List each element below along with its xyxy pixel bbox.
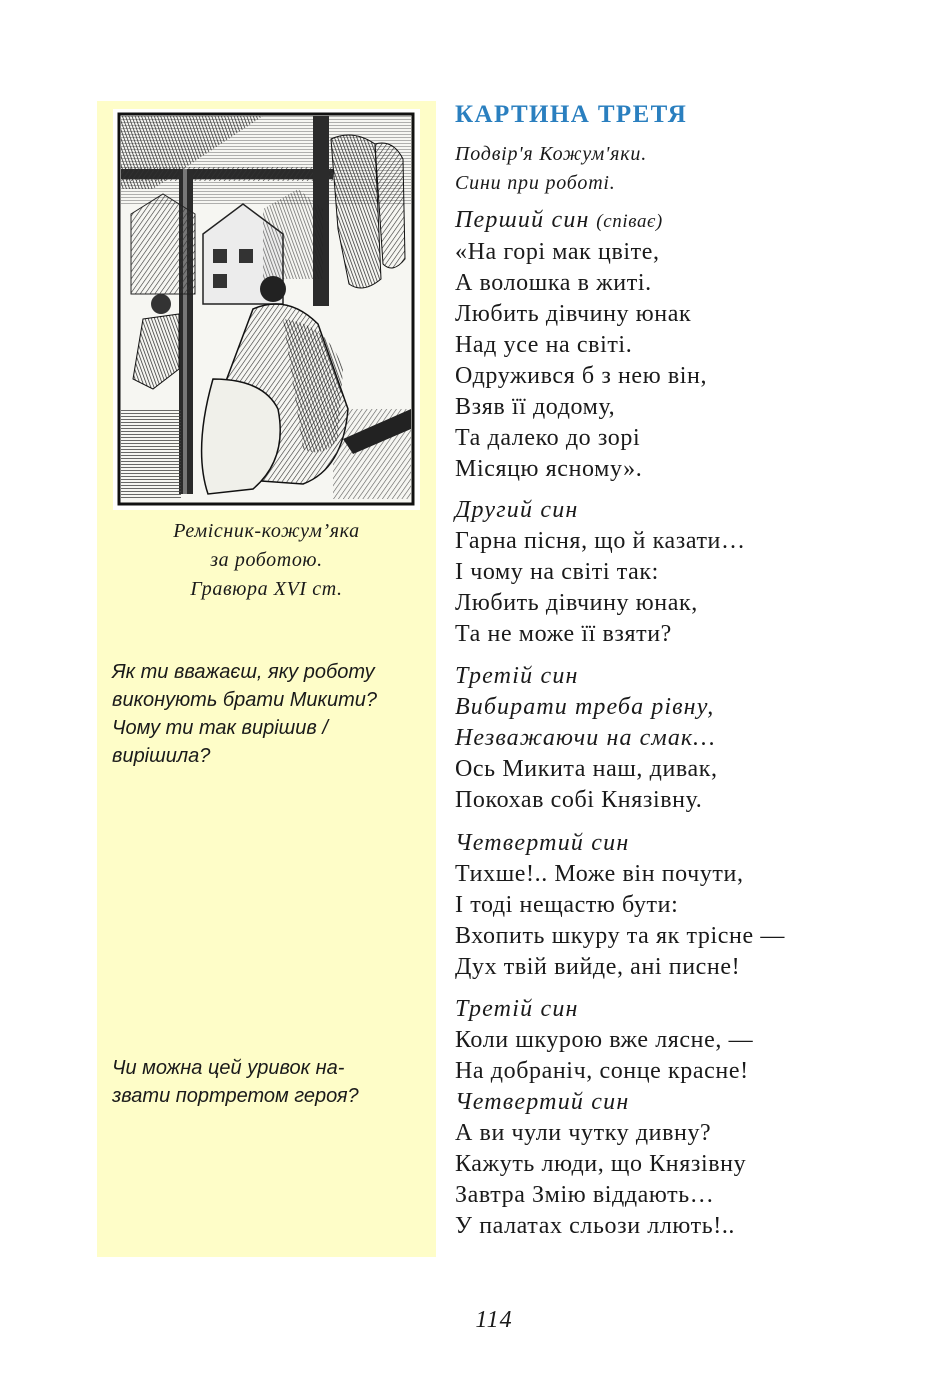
verse-line: Над усе на світі. (455, 332, 633, 358)
verse-line: І чому на світі так: (455, 559, 659, 585)
verse-line: Тихше!.. Може він почути, (455, 861, 744, 887)
verse-line: Місяцю ясному». (455, 456, 643, 482)
verse-line: Любить дівчину юнак (455, 301, 692, 327)
verse-line: На добраніч, сонце красне! (455, 1058, 749, 1084)
speaker-name: Четвертий син (455, 1089, 630, 1115)
verse-line: У палатах сльози ллють!.. (455, 1213, 736, 1239)
speech-block (455, 495, 895, 650)
verse-line: Гарна пісня, що й казати… (455, 528, 746, 554)
verse-line: Взяв її додому, (455, 394, 616, 420)
verse-line: Ось Микита наш, дивак, (455, 756, 718, 782)
verse-line: Одружився б з нею він, (455, 363, 708, 389)
question-line: вирішила? (112, 745, 211, 767)
verse-line: Коли шкурою вже лясне, — (455, 1027, 754, 1053)
verse-line: «На горі мак цвіте, (455, 239, 660, 265)
speech-block (455, 828, 895, 983)
page-number: 114 (475, 1307, 513, 1333)
scene-title: КАРТИНА ТРЕТЯ (455, 101, 688, 128)
engraving-illustration (113, 109, 420, 510)
verse-line: Дух твій вийде, ані писне! (455, 954, 741, 980)
verse-line: Кажуть люди, що Князівну (455, 1151, 747, 1177)
speaker-name: Четвертий син (455, 830, 630, 856)
question-line: звати портретом героя? (112, 1085, 359, 1107)
question-line: Чому ти так вирішив / (112, 717, 328, 739)
verse-line: Вхопить шкуру та як трісне — (455, 923, 785, 949)
speaker-note: (співає) (596, 211, 663, 232)
stage-direction-line: Сини при роботі. (455, 172, 616, 194)
question-line: виконують брати Микити? (112, 689, 377, 711)
verse-line: Покохав собі Князівну. (455, 787, 703, 813)
verse-line: Та далеко до зорі (455, 425, 641, 451)
speaker-name: Другий син (455, 497, 579, 523)
speech-block (455, 1087, 895, 1242)
verse-line: Завтра Змію віддають… (455, 1182, 715, 1208)
question-line: Чи можна цей уривок на- (112, 1057, 345, 1079)
verse-line: І тоді нещастю бути: (455, 892, 679, 918)
engraving-caption (97, 517, 436, 604)
speech-block (455, 205, 895, 485)
speaker-name: Третій син (455, 663, 579, 689)
margin-question-1 (112, 658, 422, 770)
caption-line: за роботою. (210, 549, 323, 571)
caption-line: Ремісник-кожум’яка (173, 520, 360, 542)
speech-block (455, 994, 895, 1087)
speech-block (455, 661, 895, 816)
verse-line: Вибирати треба рівну, (455, 694, 715, 720)
stage-direction (455, 140, 647, 198)
question-line: Як ти вважаєш, яку роботу (112, 661, 375, 683)
speaker-line (455, 205, 895, 237)
verse-line: Любить дівчину юнак, (455, 590, 698, 616)
verse-line: Незважаючи на смак… (455, 725, 716, 751)
verse-line: А ви чули чутку дивну? (455, 1120, 712, 1146)
stage-direction-line: Подвір'я Кожум'яки. (455, 143, 648, 165)
caption-line: Гравюра XVI ст. (190, 578, 343, 600)
verse-line: А волошка в житі. (455, 270, 652, 296)
margin-question-2 (112, 1054, 422, 1110)
speaker-name: Третій син (455, 996, 579, 1022)
verse-line: Та не може її взяти? (455, 621, 672, 647)
speaker-name: Перший син (455, 207, 590, 233)
